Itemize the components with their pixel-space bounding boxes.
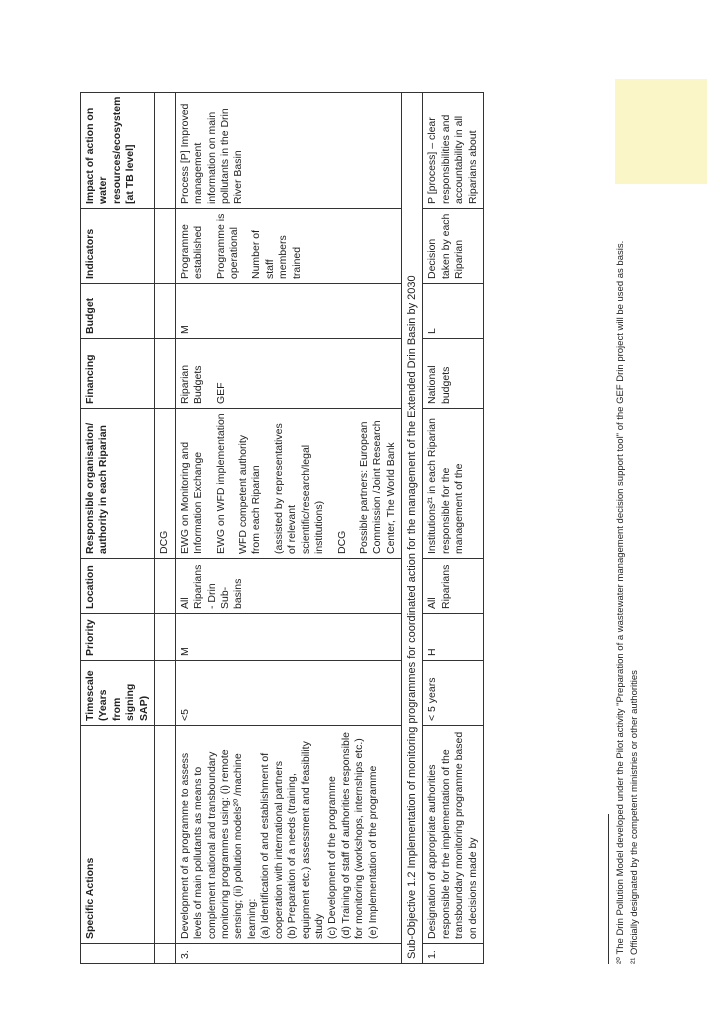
header-number	[81, 944, 155, 964]
specific-action-cell: Designation of appropriate authorities responsible for the implementation of the transboundary monitoring programme based on decisions made by	[423, 726, 484, 944]
financing-cell	[175, 339, 402, 409]
header-specific-actions: Specific Actions	[81, 726, 155, 944]
header-impact: Impact of action on water resources/ecosystem [at TB level]	[81, 92, 155, 208]
specific-action-cell	[175, 726, 402, 944]
responsible-cell	[175, 409, 402, 559]
footnote-divider	[608, 814, 609, 964]
table-row-3	[175, 92, 402, 963]
header-responsible: Responsible organisation/ authority in each Riparian	[81, 409, 155, 559]
action-step-d: (d) Training of staff of authorities responsible for monitoring (workshops, internships etc.)	[339, 731, 366, 939]
responsible-entry: WFD competent authority from each Riparian	[236, 434, 263, 554]
row-number: 3.	[175, 944, 402, 964]
header-location: Location	[81, 559, 155, 614]
responsible-entry: Possible partners: European Commission /Joint Research Center, The World Bank	[358, 420, 397, 554]
priority-cell: M	[175, 614, 402, 661]
action-step-a: (a) Identification of and establishment of cooperation with international partners	[259, 752, 285, 939]
header-financing: Financing	[81, 339, 155, 409]
timescale-cell: <5	[175, 661, 402, 726]
dcg-row	[155, 92, 175, 963]
indicators-cell: Decision taken by each Riparian	[423, 209, 484, 284]
sticky-note	[615, 79, 707, 184]
header-budget: Budget	[81, 284, 155, 339]
indicator-entry: Programme established	[178, 224, 205, 279]
action-plan-table	[80, 92, 484, 964]
timescale-cell: < 5 years	[423, 661, 484, 726]
financing-entry: GEF	[214, 382, 227, 404]
subobjective-heading: Sub-Objective 1.2 Implementation of monitoring programmes for coordinated action for the management of the Extended Drin Basin by 2030	[402, 92, 423, 963]
header-indicators: Indicators	[81, 209, 155, 284]
action-step-e: (e) Implementation of the programme	[366, 765, 379, 939]
subobjective-row	[402, 92, 423, 963]
header-priority: Priority	[81, 614, 155, 661]
responsible-entry: (assisted by representatives of relevant scientific/research/legal institutions)	[272, 423, 326, 554]
budget-cell: L	[423, 284, 484, 339]
action-step-b: (b) Preparation of a needs (training, equipment etc.) assessment and feasibility study	[286, 741, 325, 939]
action-step-c: (c) Development of the programme	[326, 776, 339, 939]
location-cell: All Riparians - Drin Sub-basins	[175, 559, 402, 614]
indicator-entry: Number of staff members trained	[250, 229, 303, 279]
action-text: Development of a programme to assess levels of main pollutants as means to complement national and transboundary monitoring programmes using: (i) remote sensing; (ii) pollution models²⁰ /machine learning:	[178, 749, 258, 939]
dcg-cell: DCG	[155, 409, 175, 559]
location-cell: All Riparians	[423, 559, 484, 614]
row-number: 1.	[423, 944, 484, 964]
priority-cell: H	[423, 614, 484, 661]
budget-cell: M	[175, 284, 402, 339]
financing-cell: National budgets	[423, 339, 484, 409]
footnote-21: ²¹ Officially designated by the competent ministries or other authorities	[628, 670, 640, 964]
header-row	[81, 92, 155, 963]
indicators-cell	[175, 209, 402, 284]
impact-cell: Process [P] Improved management information on main pollutants in the Drin River Basin	[175, 92, 402, 208]
responsible-cell: Institutions²¹ in each Riparian responsible for the management of the	[423, 409, 484, 559]
responsible-entry: EWG on Monitoring and Information Exchange	[178, 441, 205, 554]
table-row-1	[423, 92, 484, 963]
financing-entry: Riparian Budgets	[178, 364, 205, 404]
responsible-entry: DCG	[335, 530, 348, 554]
header-timescale: Timescale (Years from signing SAP)	[81, 661, 155, 726]
footnotes	[608, 64, 642, 964]
indicator-entry: Programme is operational	[214, 213, 240, 279]
footnote-20: ²⁰ The Drin Pollution Model developed under the Pilot activity "Preparation of a wastewater management decision support tool" of the GEF Drin project will be used as basis.	[615, 240, 626, 964]
responsible-entry: EWG on WFD implementation	[214, 413, 227, 554]
impact-cell: P [process] – clear responsibilities and accountability in all Riparians about	[423, 92, 484, 208]
